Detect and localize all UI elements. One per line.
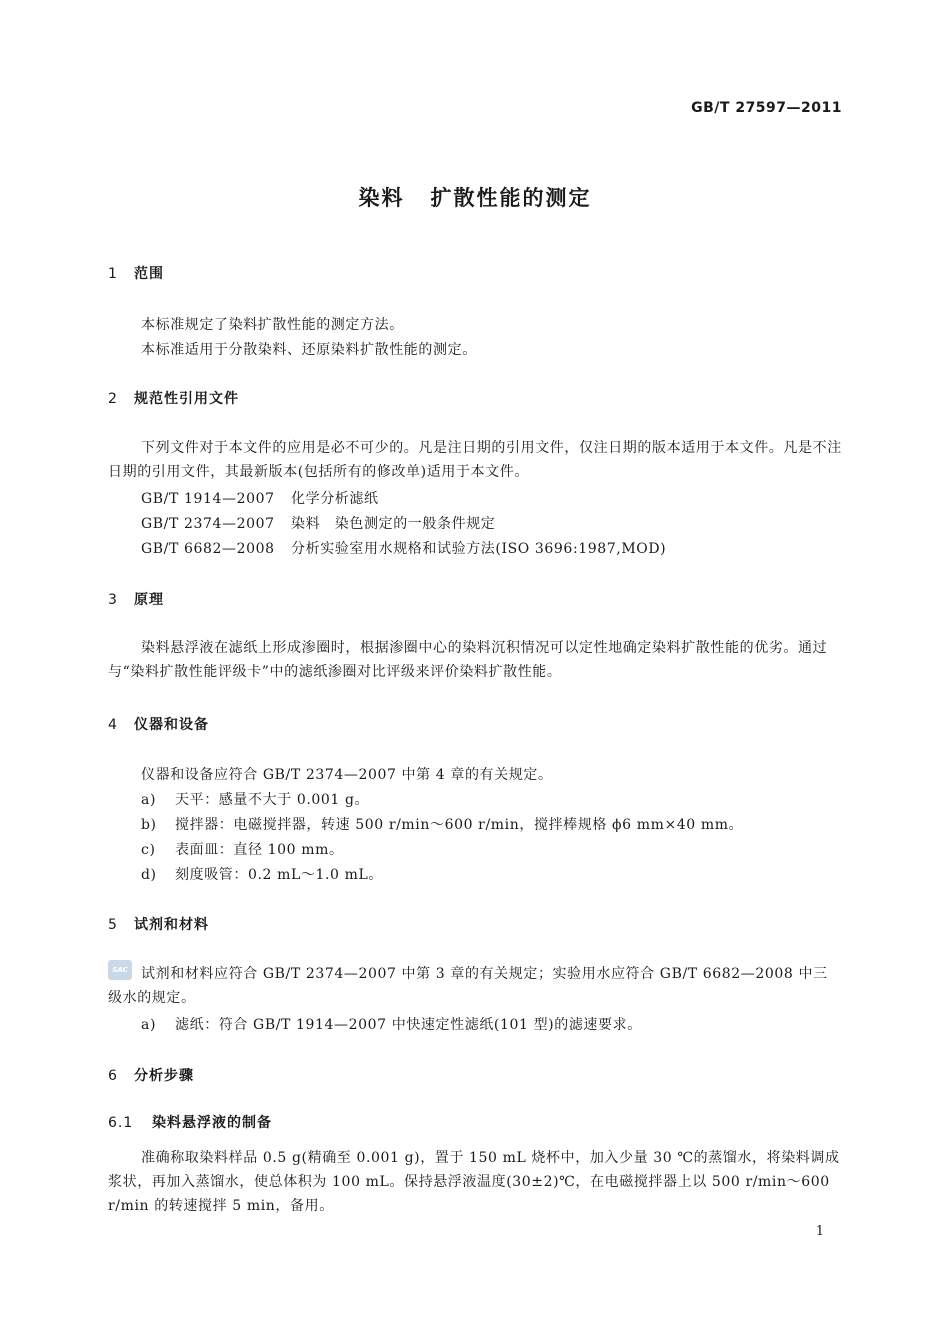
standard-number: GB/T 27597—2011 <box>691 100 842 116</box>
paragraph: 准确称取染料样品 0.5 g(精确至 0.001 g)，置于 150 mL 烧杯中，加入少量 30 ℃的蒸馏水，将染料调成浆状，再加入蒸馏水，使总体积为 100 mL。保持悬浮液温度(30±2)℃，在电磁搅拌器上以 500 r/min～600 r/min 的转速搅拌 5 min，备用。 <box>108 1150 840 1214</box>
paragraph: 本标准适用于分散染料、还原染料扩散性能的测定。 <box>141 342 477 358</box>
paragraph: 本标准规定了染料扩散性能的测定方法。 <box>141 317 404 333</box>
paragraph: 下列文件对于本文件的应用是必不可少的。凡是注日期的引用文件，仅注日期的版本适用于本文件。凡是不注日期的引用文件，其最新版本(包括所有的修改单)适用于本文件。 <box>108 440 842 480</box>
reference-item: GB/T 2374—2007 染料 染色测定的一般条件规定 <box>141 516 496 532</box>
list-item: c) 表面皿：直径 100 mm。 <box>141 842 344 858</box>
section-heading-1: 1 范围 <box>108 266 164 282</box>
section-heading-2: 2 规范性引用文件 <box>108 391 239 407</box>
list-item: a) 滤纸：符合 GB/T 1914—2007 中快速定性滤纸(101 型)的滤速要求。 <box>141 1017 642 1033</box>
list-item: b) 搅拌器：电磁搅拌器，转速 500 r/min～600 r/min，搅拌棒规格 ϕ6 mm×40 mm。 <box>141 817 744 833</box>
section-heading-3: 3 原理 <box>108 592 164 608</box>
section-heading-5: 5 试剂和材料 <box>108 917 209 933</box>
page-number: 1 <box>815 1224 824 1239</box>
reference-item: GB/T 1914—2007 化学分析滤纸 <box>141 491 379 507</box>
sac-stamp-logo: SAC <box>108 960 132 980</box>
paragraph: 染料悬浮液在滤纸上形成渗圈时，根据渗圈中心的染料沉积情况可以定性地确定染料扩散性能的优劣。通过与“染料扩散性能评级卡”中的滤纸渗圈对比评级来评价染料扩散性能。 <box>108 640 828 680</box>
document-title <box>0 182 950 212</box>
list-item: a) 天平：感量不大于 0.001 g。 <box>141 792 370 808</box>
title-part2: 扩散性能的测定 <box>430 186 592 210</box>
reference-item: GB/T 6682—2008 分析实验室用水规格和试验方法(ISO 3696:1987,MOD) <box>141 541 667 557</box>
title-part1: 染料 <box>358 186 405 210</box>
subsection-heading-6-1: 6.1 染料悬浮液的制备 <box>108 1115 272 1131</box>
section-heading-6: 6 分析步骤 <box>108 1068 194 1084</box>
paragraph: 仪器和设备应符合 GB/T 2374—2007 中第 4 章的有关规定。 <box>141 767 553 783</box>
paragraph: 试剂和材料应符合 GB/T 2374—2007 中第 3 章的有关规定；实验用水应符合 GB/T 6682—2008 中三级水的规定。 <box>108 966 828 1006</box>
list-item: d) 刻度吸管：0.2 mL～1.0 mL。 <box>141 867 383 883</box>
section-heading-4: 4 仪器和设备 <box>108 717 209 733</box>
